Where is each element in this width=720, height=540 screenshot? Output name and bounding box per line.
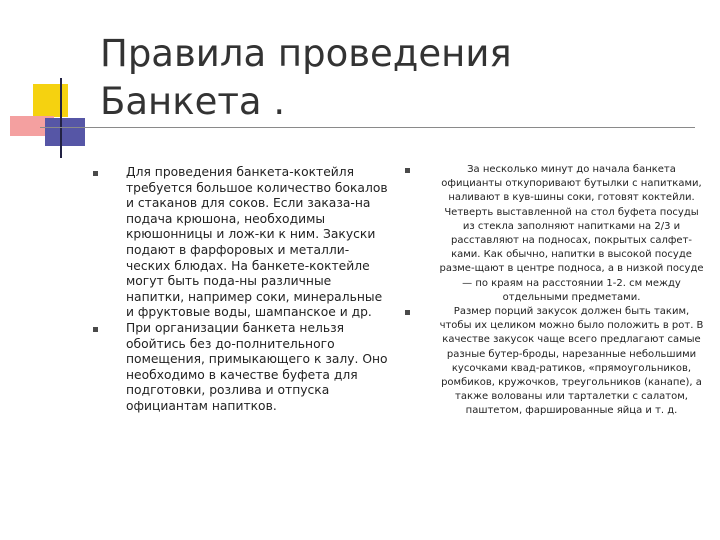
slide-title-line-2: Банкета . <box>100 80 286 123</box>
bullet-square-icon <box>405 310 410 315</box>
decor-yellow-square <box>33 84 68 117</box>
bullet-item <box>93 321 393 415</box>
bullet-item <box>405 305 705 419</box>
right-column <box>405 163 705 419</box>
slide-title <box>100 30 700 126</box>
decor-vertical-line <box>60 78 62 158</box>
bullet-text: Размер порций закусок должен быть таким, чтобы их целиком можно было положить в рот. В качестве закусок чаще всего предлагают самые разные бутер-броды, нарезанные небольшими кусочками квад-ратиков, «прямоугольников, ромбиков, кружочков, треугольников (канапе), а также волованы или тарталетки с салатом, паштетом, фаршированные яйца и т. д. <box>439 306 704 417</box>
bullet-text: При организации банкета нельзя обойтись без до-полнительного помещения, примыкающего к залу. Оно необходимо в качестве буфета для подготовки, розлива и отпуска официантам напитков. <box>126 320 388 413</box>
decor-blue-square <box>45 118 85 146</box>
bullet-square-icon <box>405 168 410 173</box>
bullet-square-icon <box>93 327 98 332</box>
left-column <box>93 165 393 415</box>
bullet-item <box>93 165 393 321</box>
bullet-square-icon <box>93 171 98 176</box>
bullet-text: Для проведения банкета-коктейля требуется большое количество бокалов и стаканов для соков. Если заказа-на подача крюшона, необходимы крюшонницы и лож-ки к ним. Закуски подают в фарфоровых и металли-ческих блюдах. На банкете-коктейле могут быть пода-ны различные напитки, например соки, минеральные и фруктовые воды, шампанское и др. <box>126 165 388 320</box>
slide-title-line-1: Правила проведения <box>100 32 512 75</box>
bullet-text: За несколько минут до начала банкета официанты откупоривают бутылки с напитками, наливают в кув-шины соки, готовят коктейли. Четверть выставленной на стол буфета посуды из стекла заполняют напитками на 2/3 и расставляют на подносах, покрытых салфет-ками. Как обычно, напитки в высокой посуде разме-щают в центре подноса, а в низкой посуде — по краям на расстоянии 1-2. см между отдельными предметами. <box>439 164 704 303</box>
bullet-item <box>405 163 705 305</box>
title-divider <box>40 127 695 128</box>
